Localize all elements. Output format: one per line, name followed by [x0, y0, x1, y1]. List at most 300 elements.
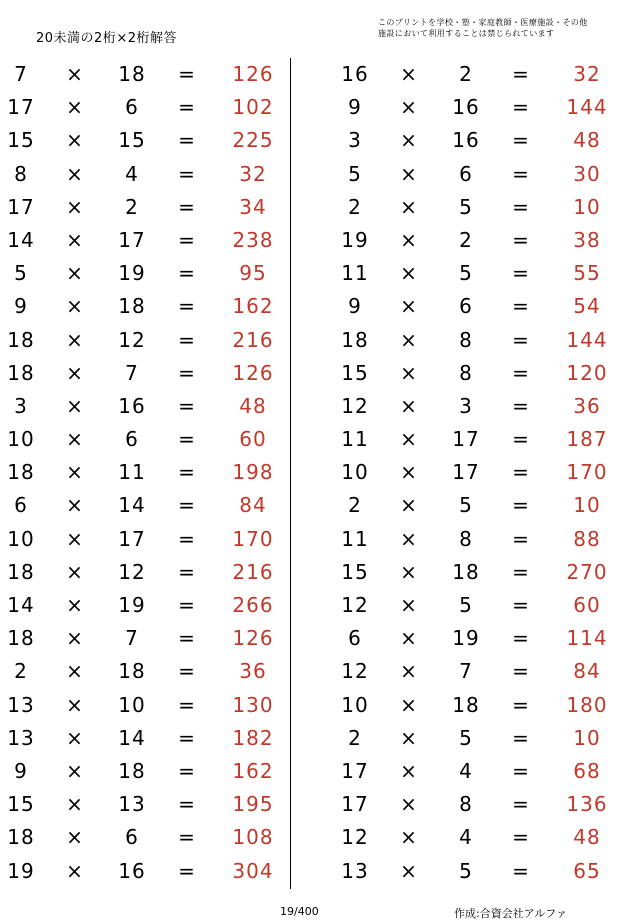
equals-sign: = [512, 692, 530, 717]
equals-sign: = [178, 261, 196, 286]
operand-a: 17 [7, 95, 35, 120]
operand-b: 8 [459, 360, 473, 385]
right-problem-column [334, 58, 634, 888]
operand-b: 18 [118, 758, 146, 783]
equals-sign: = [178, 227, 196, 252]
operand-a: 6 [348, 626, 362, 651]
answer: 195 [232, 792, 274, 817]
equals-sign: = [512, 526, 530, 551]
equals-sign: = [178, 194, 196, 219]
problem-row [0, 191, 300, 224]
equals-sign: = [178, 792, 196, 817]
operand-a: 19 [341, 227, 369, 252]
problem-row [334, 423, 634, 456]
operand-a: 8 [14, 161, 28, 186]
equals-sign: = [178, 725, 196, 750]
equals-sign: = [512, 360, 530, 385]
times-sign: × [400, 227, 418, 252]
operand-a: 18 [7, 626, 35, 651]
problem-row [0, 124, 300, 157]
equals-sign: = [512, 659, 530, 684]
operand-b: 6 [125, 427, 139, 452]
usage-notice [378, 17, 618, 39]
operand-a: 17 [7, 194, 35, 219]
operand-b: 19 [118, 593, 146, 617]
answer: 126 [232, 626, 274, 651]
operand-b: 17 [118, 227, 146, 252]
times-sign: × [400, 659, 418, 684]
equals-sign: = [178, 858, 196, 883]
answer: 60 [573, 593, 601, 617]
equals-sign: = [178, 659, 196, 684]
problem-row [0, 556, 300, 589]
equals-sign: = [512, 593, 530, 617]
answer: 10 [573, 194, 601, 219]
operand-b: 17 [452, 427, 480, 452]
operand-b: 10 [118, 692, 146, 717]
operand-a: 2 [14, 659, 28, 684]
answer: 10 [573, 493, 601, 518]
operand-b: 18 [118, 659, 146, 684]
times-sign: × [66, 227, 84, 252]
problem-row [0, 158, 300, 191]
answer: 68 [573, 758, 601, 783]
operand-a: 12 [341, 393, 369, 418]
operand-a: 18 [7, 559, 35, 584]
answer: 30 [573, 161, 601, 186]
equals-sign: = [178, 294, 196, 319]
operand-a: 10 [7, 427, 35, 452]
times-sign: × [66, 526, 84, 551]
usage-notice-line-1: このプリントを学校・塾・家庭教師・医療施設・その他 [378, 18, 588, 27]
problem-row [334, 788, 634, 821]
times-sign: × [66, 194, 84, 219]
equals-sign: = [512, 626, 530, 651]
operand-b: 16 [118, 858, 146, 883]
operand-b: 5 [459, 194, 473, 219]
operand-b: 8 [459, 327, 473, 352]
times-sign: × [400, 128, 418, 153]
answer: 95 [239, 261, 267, 286]
problem-row [0, 423, 300, 456]
times-sign: × [400, 825, 418, 850]
times-sign: × [400, 194, 418, 219]
operand-a: 19 [7, 858, 35, 883]
equals-sign: = [512, 559, 530, 584]
operand-a: 10 [341, 692, 369, 717]
problem-row [0, 290, 300, 323]
problem-row [0, 357, 300, 390]
problem-row [334, 357, 634, 390]
operand-b: 11 [118, 460, 146, 485]
answer: 126 [232, 360, 274, 385]
operand-b: 18 [452, 692, 480, 717]
operand-a: 2 [348, 725, 362, 750]
times-sign: × [400, 62, 418, 86]
problem-row [0, 689, 300, 722]
times-sign: × [400, 559, 418, 584]
operand-b: 4 [125, 161, 139, 186]
equals-sign: = [178, 327, 196, 352]
times-sign: × [66, 62, 84, 86]
answer: 32 [573, 62, 601, 86]
times-sign: × [400, 593, 418, 617]
column-divider [290, 58, 291, 889]
answer: 126 [232, 62, 274, 86]
answer: 36 [239, 659, 267, 684]
problem-row [0, 622, 300, 655]
operand-b: 16 [118, 393, 146, 418]
operand-a: 9 [348, 95, 362, 120]
operand-b: 2 [459, 227, 473, 252]
times-sign: × [66, 659, 84, 684]
times-sign: × [400, 493, 418, 518]
page-number: 19/400 [280, 905, 319, 918]
answer: 84 [573, 659, 601, 684]
equals-sign: = [178, 128, 196, 153]
problem-row [0, 91, 300, 124]
operand-b: 6 [459, 161, 473, 186]
problem-row [334, 755, 634, 788]
operand-a: 17 [341, 792, 369, 817]
operand-a: 15 [341, 360, 369, 385]
answer: 238 [232, 227, 274, 252]
answer: 114 [566, 626, 608, 651]
answer: 36 [573, 393, 601, 418]
problem-row [334, 821, 634, 854]
answer: 84 [239, 493, 267, 518]
equals-sign: = [512, 194, 530, 219]
equals-sign: = [512, 95, 530, 120]
times-sign: × [66, 95, 84, 120]
answer: 198 [232, 460, 274, 485]
times-sign: × [400, 95, 418, 120]
answer: 180 [566, 692, 608, 717]
problem-row [334, 589, 634, 622]
operand-b: 17 [118, 526, 146, 551]
answer: 162 [232, 758, 274, 783]
equals-sign: = [512, 128, 530, 153]
operand-a: 18 [341, 327, 369, 352]
worksheet-title: 20未満の2桁×2桁解答 [36, 31, 177, 46]
operand-a: 5 [14, 261, 28, 286]
problem-row [334, 257, 634, 290]
operand-a: 13 [7, 692, 35, 717]
equals-sign: = [178, 161, 196, 186]
answer: 170 [566, 460, 608, 485]
operand-b: 7 [459, 659, 473, 684]
times-sign: × [66, 360, 84, 385]
equals-sign: = [512, 294, 530, 319]
times-sign: × [400, 758, 418, 783]
left-problem-column [0, 58, 300, 888]
problem-row [334, 489, 634, 522]
problem-row [0, 523, 300, 556]
problem-row [0, 224, 300, 257]
operand-a: 16 [341, 62, 369, 86]
operand-b: 6 [459, 294, 473, 319]
answer: 48 [573, 825, 601, 850]
times-sign: × [400, 294, 418, 319]
equals-sign: = [178, 758, 196, 783]
equals-sign: = [178, 95, 196, 120]
answer: 225 [232, 128, 274, 153]
equals-sign: = [178, 360, 196, 385]
operand-b: 19 [452, 626, 480, 651]
problem-row [0, 456, 300, 489]
problem-row [0, 324, 300, 357]
times-sign: × [66, 393, 84, 418]
operand-b: 14 [118, 725, 146, 750]
operand-b: 18 [118, 62, 146, 86]
times-sign: × [66, 327, 84, 352]
operand-a: 10 [341, 460, 369, 485]
answer: 102 [232, 95, 274, 120]
times-sign: × [66, 128, 84, 153]
times-sign: × [66, 161, 84, 186]
times-sign: × [66, 261, 84, 286]
operand-a: 17 [341, 758, 369, 783]
operand-b: 7 [125, 626, 139, 651]
answer: 144 [566, 327, 608, 352]
operand-a: 15 [7, 792, 35, 817]
problem-row [334, 523, 634, 556]
operand-b: 5 [459, 725, 473, 750]
problem-row [334, 456, 634, 489]
equals-sign: = [178, 593, 196, 617]
operand-a: 12 [341, 659, 369, 684]
problem-row [334, 324, 634, 357]
answer: 136 [566, 792, 608, 817]
answer: 54 [573, 294, 601, 319]
equals-sign: = [178, 692, 196, 717]
equals-sign: = [512, 792, 530, 817]
operand-b: 2 [125, 194, 139, 219]
times-sign: × [66, 692, 84, 717]
operand-b: 6 [125, 825, 139, 850]
answer: 182 [232, 725, 274, 750]
operand-a: 9 [348, 294, 362, 319]
equals-sign: = [178, 427, 196, 452]
operand-b: 3 [459, 393, 473, 418]
times-sign: × [400, 327, 418, 352]
problem-row [334, 290, 634, 323]
operand-b: 18 [118, 294, 146, 319]
answer: 48 [239, 393, 267, 418]
answer: 55 [573, 261, 601, 286]
equals-sign: = [512, 427, 530, 452]
times-sign: × [66, 792, 84, 817]
answer: 187 [566, 427, 608, 452]
operand-a: 14 [7, 227, 35, 252]
answer: 88 [573, 526, 601, 551]
times-sign: × [66, 825, 84, 850]
times-sign: × [66, 460, 84, 485]
answer: 130 [232, 692, 274, 717]
answer: 10 [573, 725, 601, 750]
operand-a: 12 [341, 593, 369, 617]
equals-sign: = [512, 493, 530, 518]
operand-a: 11 [341, 427, 369, 452]
problem-row [334, 556, 634, 589]
equals-sign: = [512, 460, 530, 485]
problem-row [334, 91, 634, 124]
operand-b: 7 [125, 360, 139, 385]
operand-b: 5 [459, 593, 473, 617]
times-sign: × [400, 792, 418, 817]
operand-b: 17 [452, 460, 480, 485]
operand-a: 13 [7, 725, 35, 750]
operand-a: 2 [348, 493, 362, 518]
operand-a: 10 [7, 526, 35, 551]
operand-b: 14 [118, 493, 146, 518]
equals-sign: = [178, 825, 196, 850]
problem-row [334, 855, 634, 888]
problem-row [334, 722, 634, 755]
equals-sign: = [178, 493, 196, 518]
answer: 270 [566, 559, 608, 584]
problem-row [334, 655, 634, 688]
answer: 304 [232, 858, 274, 883]
times-sign: × [400, 626, 418, 651]
problem-row [0, 788, 300, 821]
times-sign: × [400, 360, 418, 385]
operand-a: 11 [341, 526, 369, 551]
answer: 170 [232, 526, 274, 551]
operand-b: 5 [459, 261, 473, 286]
equals-sign: = [178, 62, 196, 86]
equals-sign: = [512, 261, 530, 286]
operand-b: 8 [459, 792, 473, 817]
operand-a: 11 [341, 261, 369, 286]
equals-sign: = [178, 526, 196, 551]
equals-sign: = [178, 460, 196, 485]
times-sign: × [66, 593, 84, 617]
problem-row [0, 58, 300, 91]
times-sign: × [400, 692, 418, 717]
operand-b: 18 [452, 559, 480, 584]
operand-a: 12 [341, 825, 369, 850]
times-sign: × [66, 559, 84, 584]
answer: 266 [232, 593, 274, 617]
equals-sign: = [512, 327, 530, 352]
usage-notice-line-2: 施設において利用することは禁じられています [378, 29, 555, 38]
answer: 32 [239, 161, 267, 186]
equals-sign: = [512, 825, 530, 850]
problem-row [334, 58, 634, 91]
problem-row [334, 158, 634, 191]
operand-b: 8 [459, 526, 473, 551]
problem-row [0, 390, 300, 423]
operand-b: 6 [125, 95, 139, 120]
problem-row [334, 224, 634, 257]
answer: 34 [239, 194, 267, 219]
problem-row [334, 390, 634, 423]
times-sign: × [400, 161, 418, 186]
times-sign: × [400, 427, 418, 452]
operand-b: 2 [459, 62, 473, 86]
problem-row [0, 755, 300, 788]
answer: 162 [232, 294, 274, 319]
problem-row [0, 257, 300, 290]
problem-row [0, 722, 300, 755]
operand-b: 4 [459, 758, 473, 783]
times-sign: × [66, 858, 84, 883]
operand-a: 15 [7, 128, 35, 153]
times-sign: × [66, 493, 84, 518]
answer: 144 [566, 95, 608, 120]
operand-b: 5 [459, 858, 473, 883]
operand-a: 13 [341, 858, 369, 883]
problem-row [334, 689, 634, 722]
operand-a: 15 [341, 559, 369, 584]
operand-b: 16 [452, 128, 480, 153]
equals-sign: = [512, 858, 530, 883]
times-sign: × [66, 427, 84, 452]
operand-b: 19 [118, 261, 146, 286]
times-sign: × [66, 626, 84, 651]
answer: 216 [232, 327, 274, 352]
operand-b: 15 [118, 128, 146, 153]
operand-b: 5 [459, 493, 473, 518]
answer: 108 [232, 825, 274, 850]
times-sign: × [66, 294, 84, 319]
operand-a: 2 [348, 194, 362, 219]
operand-a: 7 [14, 62, 28, 86]
operand-b: 12 [118, 559, 146, 584]
operand-a: 18 [7, 360, 35, 385]
answer: 38 [573, 227, 601, 252]
equals-sign: = [512, 393, 530, 418]
operand-a: 3 [14, 393, 28, 418]
answer: 60 [239, 427, 267, 452]
operand-a: 3 [348, 128, 362, 153]
times-sign: × [400, 858, 418, 883]
equals-sign: = [178, 626, 196, 651]
operand-b: 16 [452, 95, 480, 120]
operand-a: 14 [7, 593, 35, 617]
problem-row [0, 855, 300, 888]
operand-a: 18 [7, 327, 35, 352]
times-sign: × [400, 393, 418, 418]
problem-row [334, 124, 634, 157]
times-sign: × [66, 725, 84, 750]
equals-sign: = [512, 227, 530, 252]
problem-row [334, 191, 634, 224]
times-sign: × [66, 758, 84, 783]
problem-row [0, 655, 300, 688]
equals-sign: = [178, 393, 196, 418]
equals-sign: = [178, 559, 196, 584]
operand-a: 18 [7, 825, 35, 850]
problem-row [0, 589, 300, 622]
operand-b: 4 [459, 825, 473, 850]
equals-sign: = [512, 62, 530, 86]
answer: 120 [566, 360, 608, 385]
times-sign: × [400, 460, 418, 485]
author-credit: 作成:合資会社アルファ [454, 907, 568, 920]
problem-row [0, 489, 300, 522]
operand-a: 18 [7, 460, 35, 485]
operand-b: 13 [118, 792, 146, 817]
equals-sign: = [512, 161, 530, 186]
equals-sign: = [512, 758, 530, 783]
answer: 216 [232, 559, 274, 584]
operand-a: 9 [14, 758, 28, 783]
times-sign: × [400, 526, 418, 551]
problem-row [0, 821, 300, 854]
answer: 48 [573, 128, 601, 153]
